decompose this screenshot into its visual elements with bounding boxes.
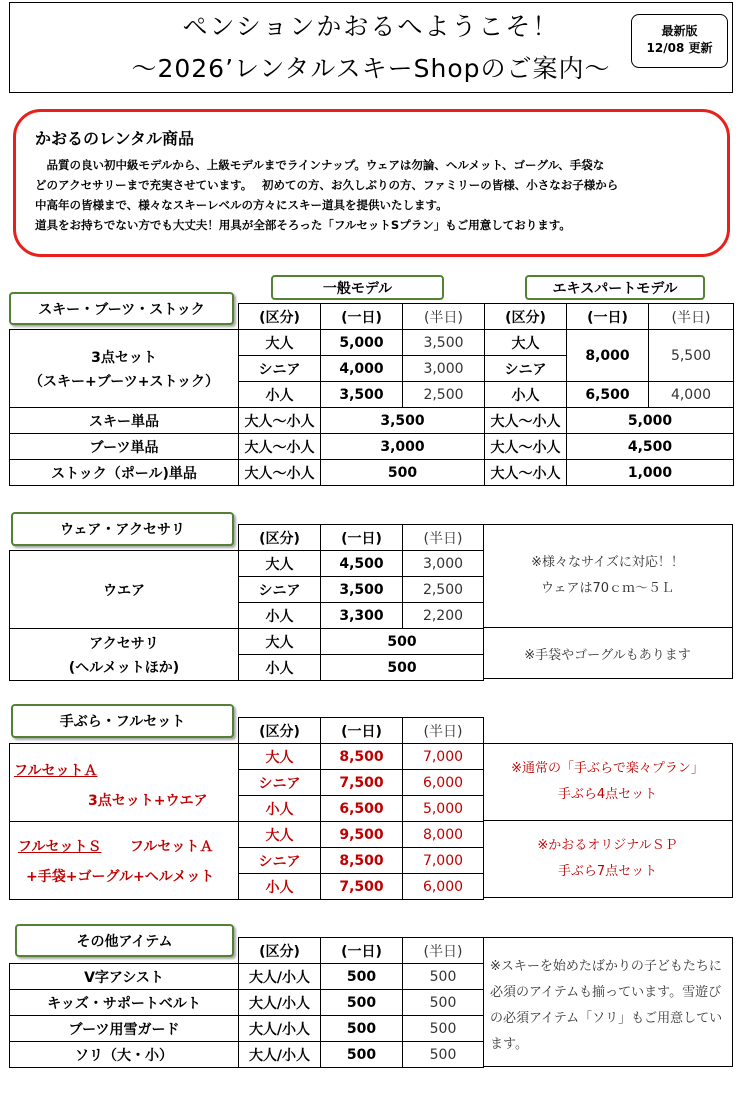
header-day: (一日) (321, 718, 403, 744)
table-cell: 2,500 (403, 382, 485, 408)
table-cell: 小人 (239, 655, 321, 681)
table-cell: スキー単品 (10, 408, 239, 434)
table-cell: 大人 (239, 330, 321, 356)
fullset-a-note-line2: 手ぶら4点セット (557, 787, 658, 802)
table-cell: 3,500 (321, 408, 485, 434)
table-cell: 7,000 (403, 744, 484, 770)
page-title: ペンションかおるへようこそ！ (182, 12, 560, 41)
table-cell: シニア (239, 770, 321, 796)
fullset-s-desc1: フルセットＡ (129, 839, 214, 855)
intro-heading: かおるのレンタル商品 (35, 129, 194, 148)
fullset-s-label (10, 822, 239, 900)
header-day: (一日) (321, 304, 403, 330)
other-note: ※スキーを始めたばかりの子どもたちに必須のアイテムも揃っています。雪遊びの必須アイテム「ソリ」もご用意しています。 (483, 937, 733, 1067)
header-day: (一日) (321, 525, 403, 551)
header-half-expert: (半日) (649, 304, 734, 330)
general-model-label: 一般モデル (271, 275, 444, 300)
header-kubun-expert: (区分) (485, 304, 567, 330)
table-cell: 5,000 (403, 796, 484, 822)
intro-body: 品質の良い初中級モデルから、上級モデルまでラインナップ。ウェアは勿論、ヘルメット、ゴーグル、手袋な どのアクセサリーまで充実させています。 初めての方、お久しぶりの方、ファミリーの皆様、小さなお子様から 中高年の皆様まで、様々なスキーレベルの方々にスキー道具を提供いたします。 道具をお持ちでない方でも大丈夫！用具が全部そろった「フルセットSプラン」もご用意しております。 (35, 158, 619, 232)
table-cell: 2,500 (403, 577, 484, 603)
fullset-section-label: 手ぶら・フルセット (11, 704, 234, 738)
table-cell: 7,500 (321, 770, 403, 796)
header-kubun: (区分) (239, 525, 321, 551)
table-cell: 大人 (239, 629, 321, 655)
header-half: (半日) (403, 938, 484, 964)
table-cell: 大人～小人 (485, 408, 567, 434)
table-cell: 500 (321, 1016, 403, 1042)
other-section-label: その他アイテム (15, 924, 234, 957)
table-cell: 8,500 (321, 848, 403, 874)
table-cell: 小人 (239, 382, 321, 408)
table-cell: 大人～小人 (239, 408, 321, 434)
set3-title: 3点セット (91, 349, 157, 366)
accessory-label (10, 629, 239, 681)
wear-table (9, 524, 484, 681)
wear-section-label: ウェア・アクセサリ (11, 512, 234, 546)
table-cell: 500 (321, 629, 484, 655)
accessory-desc: (ヘルメットほか) (68, 659, 180, 676)
fullset-a-note (483, 743, 733, 821)
table-cell: ブーツ単品 (10, 434, 239, 460)
table-cell: 大人 (239, 822, 321, 848)
table-cell: 500 (403, 1016, 484, 1042)
page-subtitle: ～2026’レンタルスキーShopのご案内～ (131, 54, 611, 83)
table-cell: 小人 (239, 796, 321, 822)
expert-adult-half: 5,500 (649, 330, 734, 382)
fullset-a-name: フルセットＡ (14, 763, 98, 779)
table-cell: 大人/小人 (239, 1042, 321, 1068)
table-cell: 8,500 (321, 744, 403, 770)
update-badge (631, 14, 728, 68)
fullset-s-note (483, 820, 733, 898)
set3-desc: （スキー+ブーツ+ストック） (28, 373, 220, 390)
table-cell: 小人 (239, 603, 321, 629)
table-cell: 6,000 (403, 770, 484, 796)
table-cell: 3,000 (403, 356, 485, 382)
table-cell: 500 (403, 964, 484, 990)
table-cell: 大人 (239, 744, 321, 770)
fullset-s-name: フルセットＳ (18, 839, 102, 855)
table-cell: 大人/小人 (239, 1016, 321, 1042)
table-cell: 6,500 (321, 796, 403, 822)
fullset-a-label (10, 744, 239, 822)
header-half: (半日) (403, 304, 485, 330)
header-kubun: (区分) (239, 718, 321, 744)
table-cell: ストック（ポール)単品 (10, 460, 239, 486)
table-cell: シニア (485, 356, 567, 382)
header-half: (半日) (403, 525, 484, 551)
header-day-expert: (一日) (567, 304, 649, 330)
table-cell: 9,500 (321, 822, 403, 848)
title-box (9, 2, 733, 93)
wear-note (483, 524, 733, 628)
table-cell: 6,000 (403, 874, 484, 900)
expert-child-day: 6,500 (567, 382, 649, 408)
table-cell: キッズ・サポートベルト (10, 990, 239, 1016)
table-cell: 3,000 (321, 434, 485, 460)
table-cell: 7,500 (321, 874, 403, 900)
table-cell: 小人 (239, 874, 321, 900)
table-cell: 5,000 (567, 408, 734, 434)
fullset-table (9, 717, 484, 900)
table-cell: 500 (321, 655, 484, 681)
table-cell: 3,300 (321, 603, 403, 629)
table-cell: 8,000 (403, 822, 484, 848)
accessory-note: ※手袋やゴーグルもあります (483, 627, 733, 679)
table-cell: 5,000 (321, 330, 403, 356)
table-cell: 大人～小人 (239, 434, 321, 460)
table-cell: 大人～小人 (239, 460, 321, 486)
table-cell: 4,000 (321, 356, 403, 382)
table-cell: 500 (321, 964, 403, 990)
table-cell: 500 (321, 1042, 403, 1068)
table-cell: 1,000 (567, 460, 734, 486)
expert-adult-day: 8,000 (567, 330, 649, 382)
intro-box (13, 109, 730, 257)
fullset-a-desc: 3点セット+ウエア (88, 793, 208, 809)
table-cell: 500 (321, 460, 485, 486)
header-half: (半日) (403, 718, 484, 744)
set3-label (10, 330, 239, 408)
fullset-s-desc2: +手袋+ゴーグル+ヘルメット (26, 869, 215, 885)
table-cell: 3,500 (403, 330, 485, 356)
wear-note-line2: ウェアは70ｃｍ～５Ｌ (540, 581, 675, 596)
table-cell: 大人～小人 (485, 460, 567, 486)
fullset-s-note-line2: 手ぶら7点セット (557, 864, 658, 879)
table-cell: 500 (403, 1042, 484, 1068)
header-day: (一日) (321, 938, 403, 964)
table-cell: ソリ（大・小） (10, 1042, 239, 1068)
table-cell: シニア (239, 848, 321, 874)
table-cell: 大人 (239, 551, 321, 577)
ski-table (9, 303, 734, 486)
ski-section-label: スキー・ブーツ・ストック (9, 292, 234, 325)
table-cell: 7,000 (403, 848, 484, 874)
header-kubun: (区分) (239, 304, 321, 330)
table-cell: V字アシスト (10, 964, 239, 990)
table-cell: シニア (239, 356, 321, 382)
table-cell: 3,500 (321, 577, 403, 603)
badge-date: 12/08 更新 (646, 41, 713, 55)
table-cell: 4,500 (567, 434, 734, 460)
table-cell: 3,000 (403, 551, 484, 577)
table-cell: 2,200 (403, 603, 484, 629)
fullset-a-note-line1: ※通常の「手ぶらで楽々プラン」 (511, 761, 704, 776)
badge-label: 最新版 (661, 24, 698, 38)
table-cell: シニア (239, 577, 321, 603)
header-kubun: (区分) (239, 938, 321, 964)
expert-child-half: 4,000 (649, 382, 734, 408)
table-cell: 500 (403, 990, 484, 1016)
wear-label: ウエア (10, 551, 239, 629)
accessory-title: アクセサリ (89, 635, 159, 652)
table-cell: 大人～小人 (485, 434, 567, 460)
table-cell: 大人/小人 (239, 990, 321, 1016)
expert-model-label: エキスパートモデル (525, 275, 705, 300)
wear-note-line1: ※様々なサイズに対応！！ (531, 555, 684, 570)
table-cell: 3,500 (321, 382, 403, 408)
table-cell: 大人 (485, 330, 567, 356)
table-cell: 4,500 (321, 551, 403, 577)
table-cell: 大人/小人 (239, 964, 321, 990)
table-cell: 小人 (485, 382, 567, 408)
table-cell: ブーツ用雪ガード (10, 1016, 239, 1042)
fullset-s-note-line1: ※かおるオリジナルＳＰ (537, 838, 678, 853)
table-cell: 500 (321, 990, 403, 1016)
